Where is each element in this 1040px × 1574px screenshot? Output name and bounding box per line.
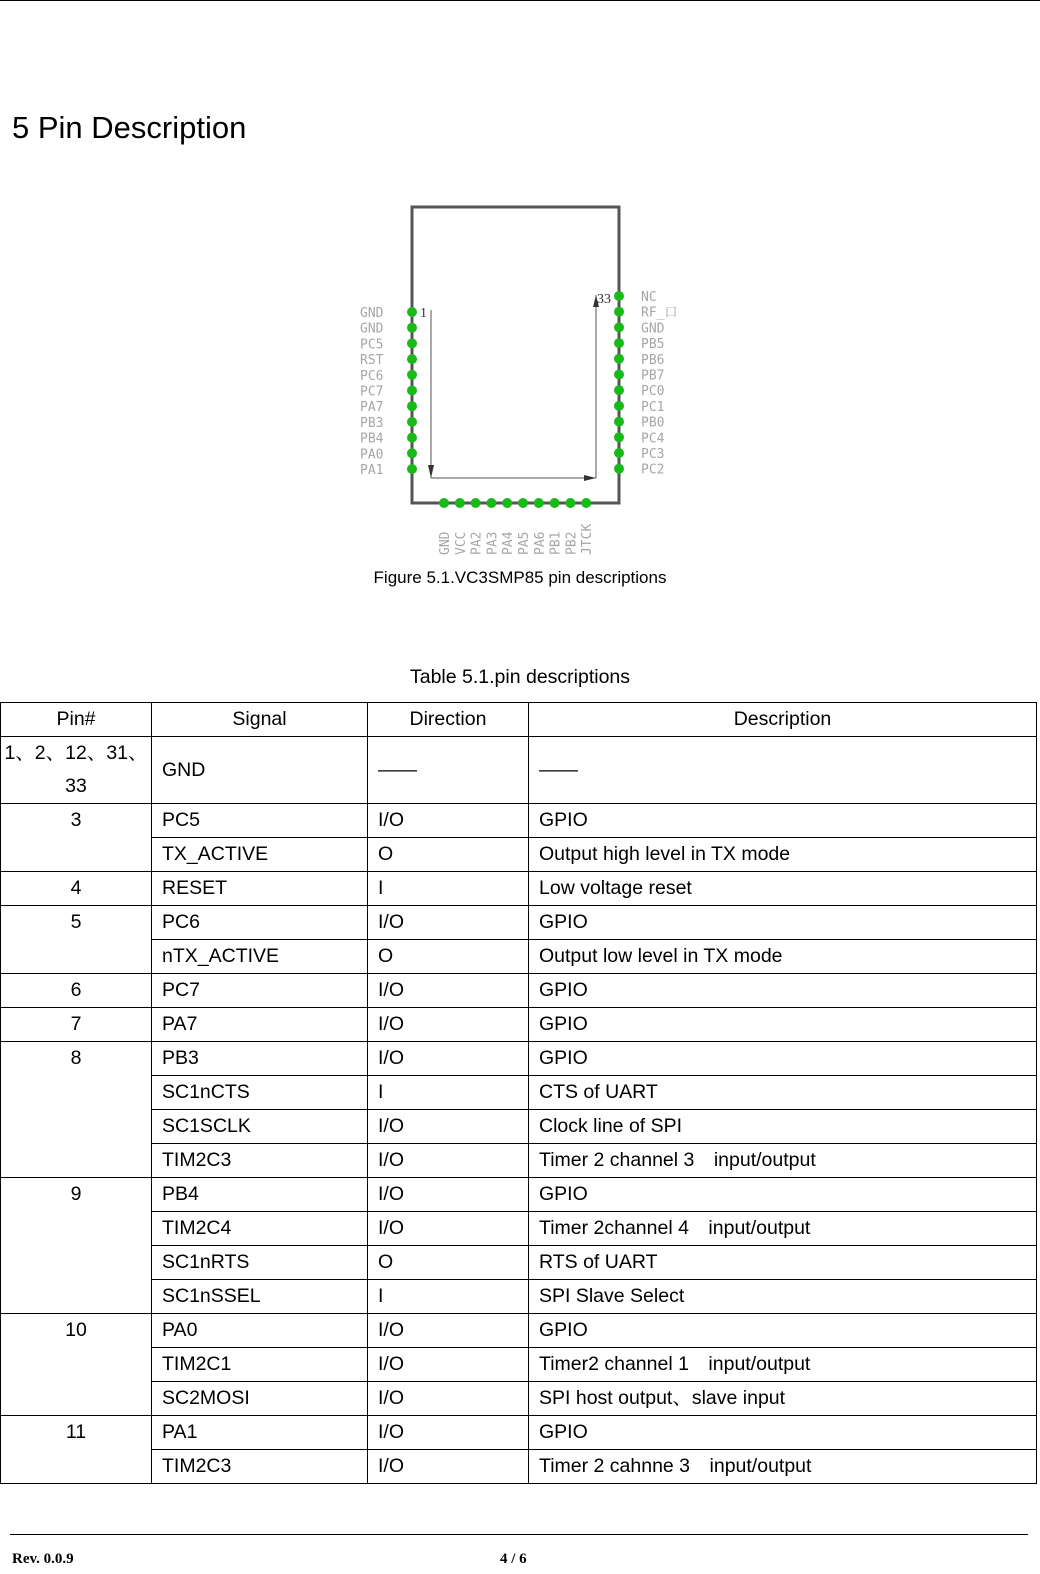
pin-dot	[614, 370, 624, 380]
signal-cell: SC1SCLK	[152, 1110, 368, 1144]
pin-label: GND	[641, 321, 665, 337]
signal-cell: PB4	[152, 1178, 368, 1212]
header-description: Description	[529, 703, 1037, 737]
signal-cell: PC7	[152, 974, 368, 1008]
direction-cell: ——	[368, 737, 529, 804]
direction-cell: I/O	[368, 1416, 529, 1450]
pin-dot	[614, 322, 624, 332]
page-number: 4 / 6	[500, 1551, 527, 1567]
pin-label: PB7	[641, 368, 665, 384]
pin-label: PC2	[641, 462, 665, 478]
table-header-row	[1, 703, 1037, 737]
direction-cell: O	[368, 940, 529, 974]
pin-dot	[502, 498, 512, 508]
pin-dot	[407, 323, 417, 333]
pin-label: JTCK	[580, 523, 596, 555]
pin-label: PA6	[532, 531, 548, 555]
pin-dot	[407, 464, 417, 474]
pin-label: RST	[360, 353, 384, 369]
pin-label: PA5	[517, 531, 532, 555]
table-row	[1, 1280, 1037, 1314]
pin-dot	[407, 386, 417, 396]
direction-cell: O	[368, 838, 529, 872]
direction-cell: I/O	[368, 1008, 529, 1042]
description-cell: GPIO	[529, 1314, 1037, 1348]
pin-dot	[518, 498, 528, 508]
arrowhead-down	[428, 465, 434, 478]
pinout-diagram	[340, 195, 700, 560]
description-cell: Timer 2 channel 3 input/output	[529, 1144, 1037, 1178]
pin-dot	[407, 307, 417, 317]
table-row	[1, 1382, 1037, 1416]
pin-label: GND	[438, 531, 453, 555]
pin-label: PC6	[360, 368, 384, 384]
description-cell: GPIO	[529, 906, 1037, 940]
description-cell: ——	[529, 737, 1037, 804]
signal-cell: SC1nSSEL	[152, 1280, 368, 1314]
table-row	[1, 872, 1037, 906]
pin-dot	[439, 498, 449, 508]
signal-cell: PB3	[152, 1042, 368, 1076]
pin-dot	[471, 498, 481, 508]
pin-label: PB2	[564, 531, 580, 555]
signal-cell: TIM2C1	[152, 1348, 368, 1382]
signal-cell: SC1nRTS	[152, 1246, 368, 1280]
direction-cell: I/O	[368, 1042, 529, 1076]
pin-label: PA2	[469, 531, 485, 555]
pin-dot	[534, 498, 544, 508]
signal-cell: RESET	[152, 872, 368, 906]
description-cell: Clock line of SPI	[529, 1110, 1037, 1144]
figure-caption: Figure 5.1.VC3SMP85 pin descriptions	[373, 568, 667, 587]
pin-dot	[614, 307, 624, 317]
description-cell: Output high level in TX mode	[529, 838, 1037, 872]
table-row	[1, 1008, 1037, 1042]
table-row	[1, 906, 1037, 940]
pin-dot	[407, 417, 417, 427]
pin-label: PA0	[360, 447, 384, 463]
pin-dot	[407, 401, 417, 411]
pin-label: PC4	[641, 431, 665, 447]
pin-number-cell: 9	[1, 1178, 152, 1314]
pin-dot	[407, 448, 417, 458]
pin-number-cell: 10	[1, 1314, 152, 1416]
description-cell: Output low level in TX mode	[529, 940, 1037, 974]
section-heading: 5 Pin Description	[12, 110, 247, 145]
table-row	[1, 1076, 1037, 1110]
pin-label: GND	[360, 306, 384, 321]
table-row	[1, 974, 1037, 1008]
pin-dot	[614, 401, 624, 411]
left-pin-group	[360, 306, 417, 478]
signal-cell: TIM2C3	[152, 1144, 368, 1178]
pin-dot	[614, 338, 624, 348]
description-cell: Low voltage reset	[529, 872, 1037, 906]
direction-cell: I/O	[368, 1212, 529, 1246]
pin-one-label: 1	[420, 306, 427, 321]
pin-label: PA1	[360, 463, 384, 478]
table-row	[1, 1246, 1037, 1280]
top-rule	[0, 0, 1040, 1]
pin-label: PC0	[641, 384, 665, 400]
pin-dot	[407, 433, 417, 443]
description-cell: GPIO	[529, 974, 1037, 1008]
pin-table	[0, 702, 1037, 1484]
direction-cell: I/O	[368, 804, 529, 838]
pin-number-cell: 8	[1, 1042, 152, 1178]
signal-cell: PC6	[152, 906, 368, 940]
pin-label: GND	[360, 321, 384, 337]
table-row	[1, 1212, 1037, 1246]
pin-dot	[407, 354, 417, 364]
table-row	[1, 737, 1037, 804]
pin-dot	[455, 498, 465, 508]
pin-label: PC3	[641, 447, 665, 462]
pin-dot	[581, 498, 591, 508]
pin-label: PA7	[360, 400, 384, 416]
pin-label: PC7	[360, 384, 384, 400]
revision-label: Rev. 0.0.9	[12, 1551, 74, 1567]
module-outline	[412, 207, 619, 503]
direction-cell: I	[368, 1076, 529, 1110]
right-pin-group	[614, 290, 677, 478]
signal-cell: PC5	[152, 804, 368, 838]
description-cell: GPIO	[529, 1178, 1037, 1212]
pin-dot	[407, 370, 417, 380]
pin-label: PC5	[360, 337, 384, 353]
description-cell: SPI Slave Select	[529, 1280, 1037, 1314]
pin-dot	[614, 417, 624, 427]
table-row	[1, 1348, 1037, 1382]
pin-number-cell: 4	[1, 872, 152, 906]
pin-label: PB1	[548, 531, 564, 555]
direction-cell: I/O	[368, 1314, 529, 1348]
pin-label: PA4	[501, 531, 517, 555]
pin-label: PB3	[360, 415, 384, 431]
pin-dot	[614, 464, 624, 474]
direction-cell: I	[368, 872, 529, 906]
direction-cell: I/O	[368, 1144, 529, 1178]
header-pin: Pin#	[1, 703, 152, 737]
description-cell: Timer 2channel 4 input/output	[529, 1212, 1037, 1246]
direction-cell: I/O	[368, 1178, 529, 1212]
pin-last-label: 33	[597, 292, 611, 307]
description-cell: Timer 2 cahnne 3 input/output	[529, 1450, 1037, 1484]
table-row	[1, 1042, 1037, 1076]
signal-cell: PA7	[152, 1008, 368, 1042]
pin-label: RF_口	[641, 305, 678, 321]
description-cell: CTS of UART	[529, 1076, 1037, 1110]
direction-cell: I	[368, 1280, 529, 1314]
pin-label: PC1	[641, 399, 665, 415]
table-row	[1, 1178, 1037, 1212]
pin-dot	[614, 448, 624, 458]
table-row	[1, 1110, 1037, 1144]
pin-label: PB0	[641, 415, 665, 431]
footer-rule	[10, 1534, 1028, 1535]
direction-cell: I/O	[368, 906, 529, 940]
pin-number-cell: 7	[1, 1008, 152, 1042]
signal-cell: TX_ACTIVE	[152, 838, 368, 872]
pin-label: PA3	[485, 531, 501, 555]
direction-cell: I/O	[368, 1382, 529, 1416]
pin-dot	[565, 498, 575, 508]
pin-label: NC	[641, 290, 657, 305]
description-cell: GPIO	[529, 1042, 1037, 1076]
header-signal: Signal	[152, 703, 368, 737]
pin-dot	[407, 338, 417, 348]
direction-cell: I/O	[368, 1110, 529, 1144]
signal-cell: PA0	[152, 1314, 368, 1348]
table-row	[1, 804, 1037, 838]
pin-dot	[550, 498, 560, 508]
pin-number-cell: 6	[1, 974, 152, 1008]
description-cell: SPI host output、slave input	[529, 1382, 1037, 1416]
direction-cell: I/O	[368, 974, 529, 1008]
signal-cell: TIM2C3	[152, 1450, 368, 1484]
pin-number-cell: 5	[1, 906, 152, 974]
table-row	[1, 1416, 1037, 1450]
signal-cell: SC1nCTS	[152, 1076, 368, 1110]
direction-cell: O	[368, 1246, 529, 1280]
direction-cell: I/O	[368, 1450, 529, 1484]
direction-cell: I/O	[368, 1348, 529, 1382]
table-row	[1, 940, 1037, 974]
table-row	[1, 1450, 1037, 1484]
pin-dot	[614, 385, 624, 395]
pin-label: PB4	[360, 431, 384, 447]
signal-cell: nTX_ACTIVE	[152, 940, 368, 974]
pin-dot	[486, 498, 496, 508]
signal-cell: GND	[152, 737, 368, 804]
table-caption: Table 5.1.pin descriptions	[409, 666, 631, 688]
pin-label: PB5	[641, 337, 665, 353]
description-cell: GPIO	[529, 1416, 1037, 1450]
pin-number-cell: 1、2、12、31、33	[1, 737, 152, 804]
bottom-pin-group	[438, 498, 595, 555]
signal-cell: SC2MOSI	[152, 1382, 368, 1416]
table-row	[1, 1144, 1037, 1178]
description-cell: GPIO	[529, 804, 1037, 838]
description-cell: Timer2 channel 1 input/output	[529, 1348, 1037, 1382]
pin-label: PB6	[641, 352, 665, 368]
signal-cell: TIM2C4	[152, 1212, 368, 1246]
table-row	[1, 838, 1037, 872]
description-cell: GPIO	[529, 1008, 1037, 1042]
table-row	[1, 1314, 1037, 1348]
pin-dot	[614, 354, 624, 364]
pin-number-cell: 3	[1, 804, 152, 872]
pin-label: VCC	[453, 531, 469, 555]
pin-dot	[614, 291, 624, 301]
arrowhead-right	[584, 475, 596, 481]
pin-number-cell: 11	[1, 1416, 152, 1484]
header-direction: Direction	[368, 703, 529, 737]
description-cell: RTS of UART	[529, 1246, 1037, 1280]
pin-dot	[614, 432, 624, 442]
signal-cell: PA1	[152, 1416, 368, 1450]
